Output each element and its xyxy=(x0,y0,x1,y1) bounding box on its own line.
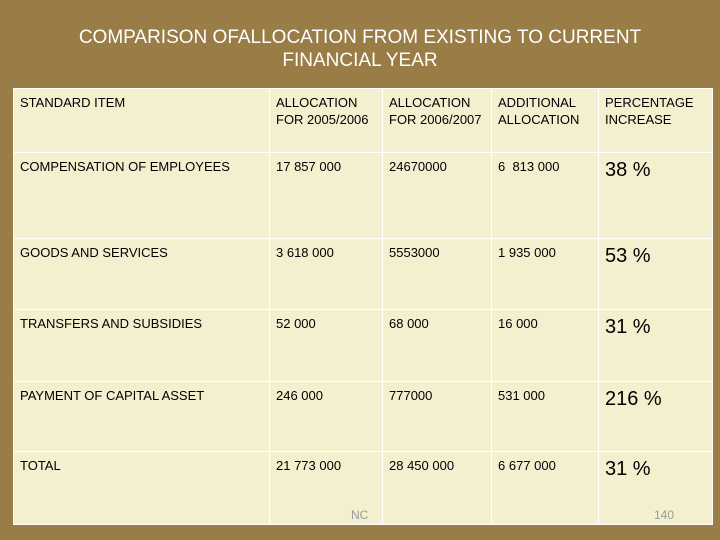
footer-label: NC xyxy=(351,508,369,522)
cell-alloc-2005: 17 857 000 xyxy=(270,153,383,239)
cell-percentage: 31 % xyxy=(599,310,713,382)
cell-alloc-2005: 21 773 000 xyxy=(270,452,383,525)
slide-title xyxy=(0,26,720,72)
cell-alloc-2006: 777000 xyxy=(383,382,492,452)
title-line-2: FINANCIAL YEAR xyxy=(282,50,438,71)
table-row xyxy=(14,153,713,239)
cell-percentage: 31 % xyxy=(599,452,713,525)
header-allocation-2006: ALLOCATION FOR 2006/2007 xyxy=(383,89,492,153)
cell-alloc-2005: 3 618 000 xyxy=(270,239,383,310)
table-row xyxy=(14,239,713,310)
table-row xyxy=(14,382,713,452)
cell-alloc-2006: 24670000 xyxy=(383,153,492,239)
cell-alloc-2006: 28 450 000 xyxy=(383,452,492,525)
cell-alloc-2006: 5553000 xyxy=(383,239,492,310)
cell-item: TRANSFERS AND SUBSIDIES xyxy=(14,310,270,382)
cell-additional: 6 813 000 xyxy=(492,153,599,239)
header-additional-allocation: ADDITIONAL ALLOCATION xyxy=(492,89,599,153)
table-header-row xyxy=(14,89,713,153)
header-standard-item: STANDARD ITEM xyxy=(14,89,270,153)
header-allocation-2005: ALLOCATION FOR 2005/2006 xyxy=(270,89,383,153)
cell-item: PAYMENT OF CAPITAL ASSET xyxy=(14,382,270,452)
cell-additional: 531 000 xyxy=(492,382,599,452)
cell-additional: 6 677 000 xyxy=(492,452,599,525)
cell-additional: 1 935 000 xyxy=(492,239,599,310)
allocation-table xyxy=(13,88,713,525)
cell-alloc-2006: 68 000 xyxy=(383,310,492,382)
cell-percentage: 216 % xyxy=(599,382,713,452)
cell-item: TOTAL xyxy=(14,452,270,525)
cell-item: COMPENSATION OF EMPLOYEES xyxy=(14,153,270,239)
cell-alloc-2005: 52 000 xyxy=(270,310,383,382)
header-percentage-increase: PERCENTAGE INCREASE xyxy=(599,89,713,153)
cell-percentage: 38 % xyxy=(599,153,713,239)
cell-alloc-2005: 246 000 xyxy=(270,382,383,452)
cell-additional: 16 000 xyxy=(492,310,599,382)
cell-percentage: 53 % xyxy=(599,239,713,310)
cell-item: GOODS AND SERVICES xyxy=(14,239,270,310)
title-line-1: COMPARISON OFALLOCATION FROM EXISTING TO CURRENT xyxy=(78,27,642,48)
page-number: 140 xyxy=(654,508,675,522)
table-row xyxy=(14,310,713,382)
